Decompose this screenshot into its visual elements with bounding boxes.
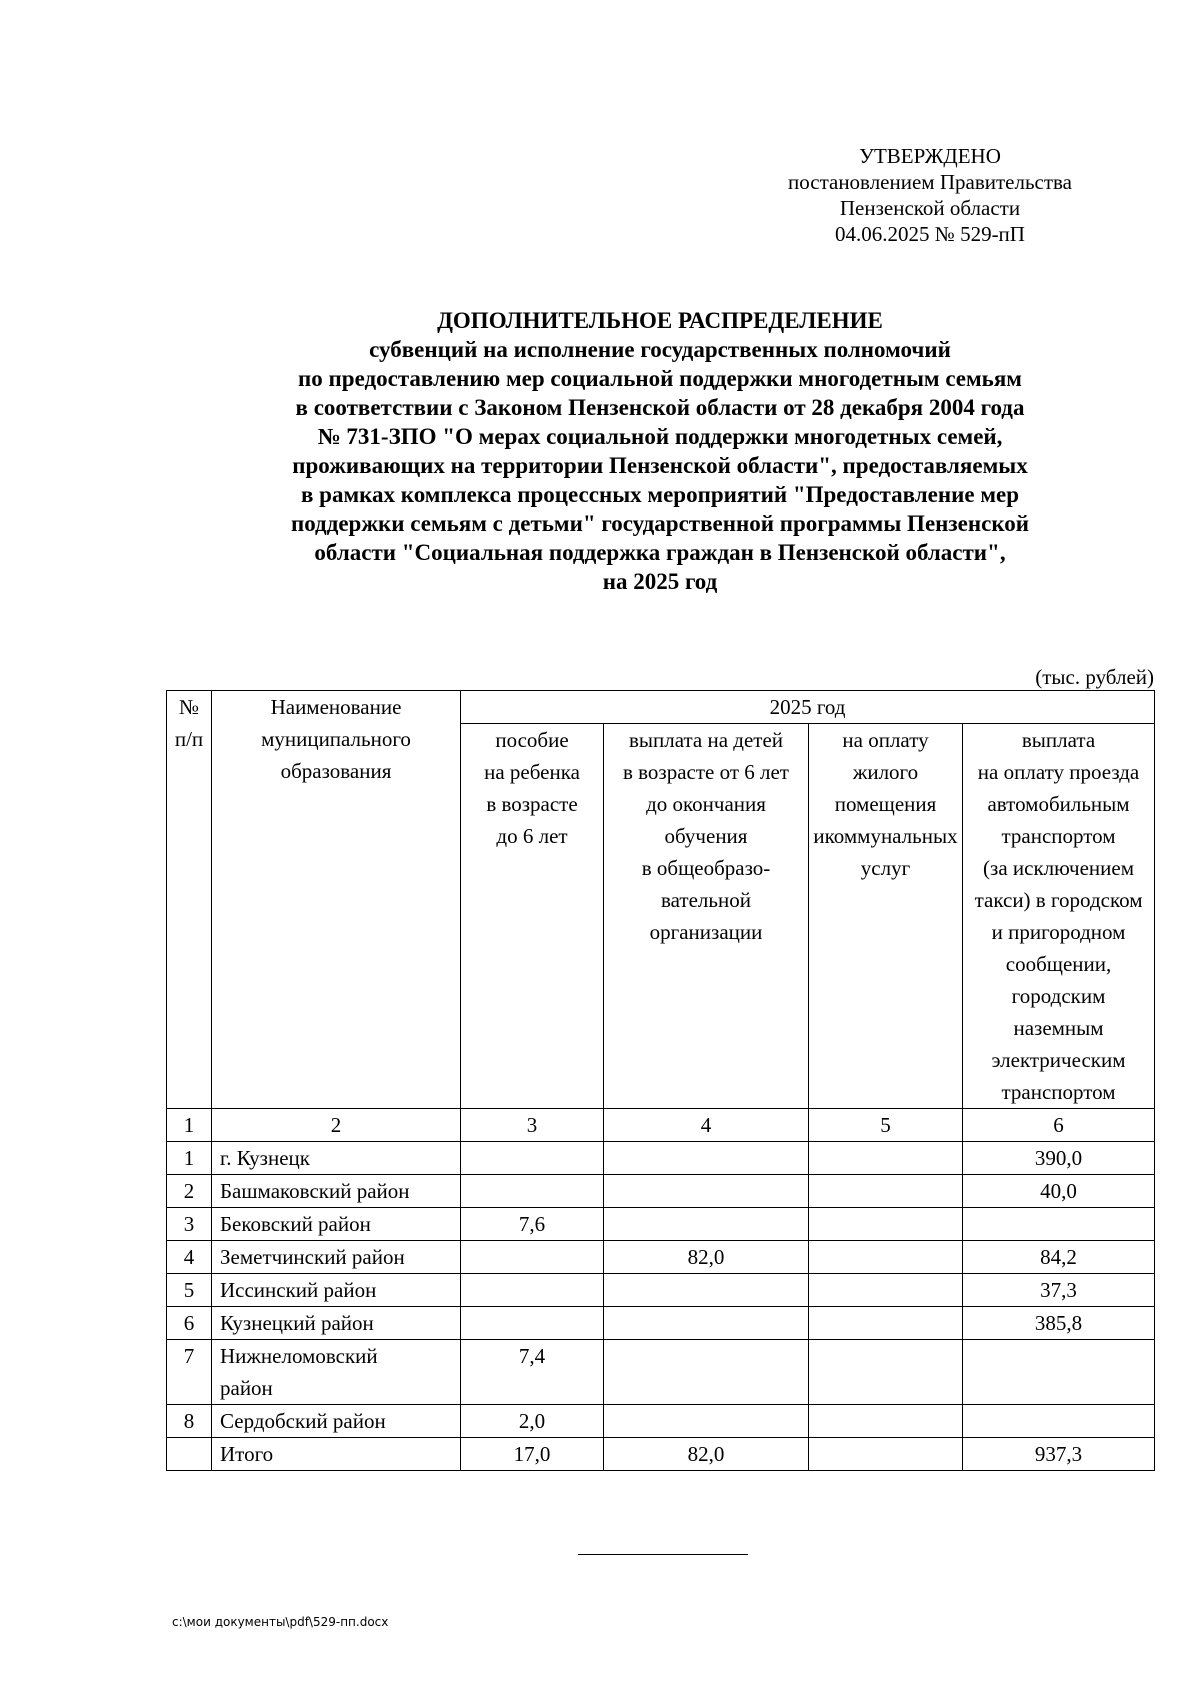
title-line: № 731-ЗПО "О мерах социальной поддержки многодетных семей,: [317, 424, 1003, 449]
row-num: 7: [167, 1340, 212, 1405]
row-c6: 40,0: [963, 1175, 1155, 1208]
header-row-top: [167, 691, 1155, 724]
row-c5: [809, 1241, 963, 1274]
row-name: Сердобский район: [212, 1405, 461, 1438]
header-num: № п/п: [167, 691, 212, 1109]
row-num: 2: [167, 1175, 212, 1208]
column-number: 6: [963, 1109, 1155, 1142]
total-c5: [809, 1438, 963, 1471]
header-col5: на оплату жилого помещения икоммунальных услуг: [809, 724, 963, 1109]
total-row: [167, 1438, 1155, 1471]
row-c5: [809, 1175, 963, 1208]
row-c3: [461, 1175, 604, 1208]
column-number: 4: [604, 1109, 809, 1142]
column-number: 1: [167, 1109, 212, 1142]
title-line: по предоставлению мер социальной поддержки многодетным семьям: [298, 366, 1022, 391]
row-c4: [604, 1307, 809, 1340]
row-c3: 7,4: [461, 1340, 604, 1405]
row-c3: [461, 1241, 604, 1274]
row-c6: 84,2: [963, 1241, 1155, 1274]
row-name: Иссинский район: [212, 1274, 461, 1307]
row-c5: [809, 1142, 963, 1175]
row-c6: 385,8: [963, 1307, 1155, 1340]
row-c5: [809, 1274, 963, 1307]
header-col3: пособие на ребенка в возрасте до 6 лет: [461, 724, 604, 1109]
header-year: 2025 год: [461, 691, 1155, 724]
title-line: поддержки семьям с детьми" государственной программы Пензенской: [290, 511, 1030, 536]
row-num: 3: [167, 1208, 212, 1241]
title-line: в соответствии с Законом Пензенской области от 28 декабря 2004 года: [295, 395, 1025, 420]
header-col6: выплата на оплату проезда автомобильным транспортом (за исключением такси) в городском и пригородном сообщении, городским наземным электрическим транспортом: [963, 724, 1155, 1109]
total-num: [167, 1438, 212, 1471]
row-c3: [461, 1307, 604, 1340]
row-name: Земетчинский район: [212, 1241, 461, 1274]
row-num: 8: [167, 1405, 212, 1438]
row-c6: [963, 1405, 1155, 1438]
row-c3: 2,0: [461, 1405, 604, 1438]
row-c3: 7,6: [461, 1208, 604, 1241]
approval-region: Пензенской области: [839, 196, 1021, 220]
row-num: 4: [167, 1241, 212, 1274]
row-c4: [604, 1175, 809, 1208]
title-line: субвенций на исполнение государственных полномочий: [369, 337, 951, 362]
row-name: Нижнеломовский район: [212, 1340, 461, 1405]
column-number: 3: [461, 1109, 604, 1142]
table-row: [167, 1340, 1155, 1405]
row-c4: [604, 1274, 809, 1307]
row-c5: [809, 1340, 963, 1405]
units-label: (тыс. рублей): [1035, 665, 1154, 689]
row-name: Бековский район: [212, 1208, 461, 1241]
title-line: на 2025 год: [602, 569, 718, 594]
title-line: ДОПОЛНИТЕЛЬНОЕ РАСПРЕДЕЛЕНИЕ: [437, 308, 883, 333]
row-c6: 37,3: [963, 1274, 1155, 1307]
row-num: 1: [167, 1142, 212, 1175]
table-row: [167, 1175, 1155, 1208]
column-numbers-row: [167, 1109, 1155, 1142]
title-line: в рамках комплекса процессных мероприятий "Предоставление мер: [301, 482, 1019, 507]
distribution-table: [166, 690, 1155, 1471]
footer-file-path: c:\мои документы\pdf\529-пп.docx: [172, 1615, 389, 1629]
column-number: 2: [212, 1109, 461, 1142]
row-c5: [809, 1208, 963, 1241]
total-c6: 937,3: [963, 1438, 1155, 1471]
table-row: [167, 1307, 1155, 1340]
row-c4: [604, 1142, 809, 1175]
header-name: Наименование муниципального образования: [212, 691, 461, 1109]
row-c5: [809, 1405, 963, 1438]
total-c3: 17,0: [461, 1438, 604, 1471]
row-c4: 82,0: [604, 1241, 809, 1274]
table-row: [167, 1274, 1155, 1307]
approval-issuer: постановлением Правительства: [787, 170, 1072, 194]
table-row: [167, 1142, 1155, 1175]
row-c6: 390,0: [963, 1142, 1155, 1175]
approval-stamp: [720, 143, 1140, 247]
row-c6: [963, 1340, 1155, 1405]
row-c3: [461, 1274, 604, 1307]
table-row: [167, 1241, 1155, 1274]
title-line: проживающих на территории Пензенской области", предоставляемых: [292, 453, 1028, 478]
row-c4: [604, 1340, 809, 1405]
row-c4: [604, 1405, 809, 1438]
row-num: 6: [167, 1307, 212, 1340]
row-num: 5: [167, 1274, 212, 1307]
row-c6: [963, 1208, 1155, 1241]
table-row: [167, 1405, 1155, 1438]
header-col4: выплата на детей в возрасте от 6 лет до окончания обучения в общеобразо- вательной организации: [604, 724, 809, 1109]
row-name: Башмаковский район: [212, 1175, 461, 1208]
total-c4: 82,0: [604, 1438, 809, 1471]
total-label: Итого: [212, 1438, 461, 1471]
column-number: 5: [809, 1109, 963, 1142]
row-name: Кузнецкий район: [212, 1307, 461, 1340]
title-line: области "Социальная поддержка граждан в Пензенской области",: [314, 540, 1006, 565]
row-c3: [461, 1142, 604, 1175]
row-c5: [809, 1307, 963, 1340]
approval-label: УТВЕРЖДЕНО: [859, 144, 1001, 168]
approval-date-number: 04.06.2025 № 529-пП: [835, 222, 1025, 246]
row-c4: [604, 1208, 809, 1241]
table-row: [167, 1208, 1155, 1241]
row-name: г. Кузнецк: [212, 1142, 461, 1175]
closing-rule: [578, 1554, 748, 1555]
document-title: [100, 306, 1200, 596]
